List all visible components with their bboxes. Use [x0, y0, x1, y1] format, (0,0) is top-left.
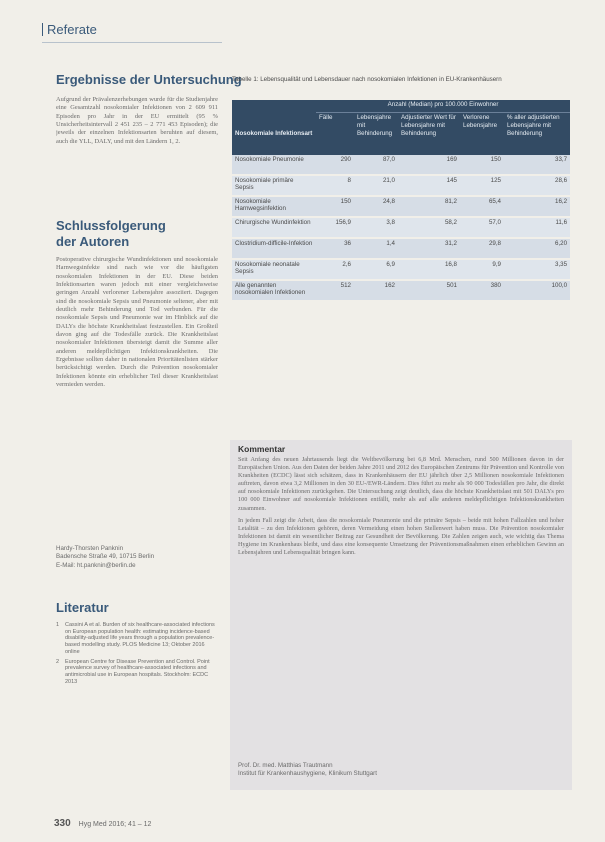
reference-list — [56, 622, 218, 688]
table-header-cell: Lebensjahre mit Behinderung — [354, 113, 398, 155]
table-row — [232, 238, 570, 259]
table-cell: 21,0 — [354, 175, 398, 196]
commentary-title: Kommentar — [238, 444, 286, 454]
table-group-header: Anzahl (Median) pro 100.000 Einwohner — [316, 100, 570, 113]
table-cell: 3,35 — [504, 259, 570, 280]
reference-text: European Centre for Disease Prevention and Control. Point prevalence survey of healthcare-associated infections and antimicrobial use in European hospitals. Stockholm: ECDC 2013 — [65, 658, 210, 685]
literature-heading: Literatur — [56, 600, 109, 615]
table-cell: 1,4 — [354, 238, 398, 259]
table-header-spacer — [232, 100, 316, 113]
table-cell: 156,9 — [316, 217, 354, 238]
table-cell: 16,2 — [504, 196, 570, 217]
table-cell: 290 — [316, 155, 354, 175]
table-group-header-row — [232, 100, 570, 113]
table-cell: 162 — [354, 280, 398, 301]
table-caption: Tabelle 1: Lebensqualität und Lebensdauer nach nosokomialen Infektionen in EU-Krankenhäusern — [232, 76, 502, 83]
table-cell: 31,2 — [398, 238, 460, 259]
table-row — [232, 155, 570, 175]
page-footer — [54, 818, 151, 829]
table-cell: 58,2 — [398, 217, 460, 238]
table-row-label: Clostridium-difficile-Infektion — [232, 238, 316, 259]
table-row-label: Nosokomiale primäre Sepsis — [232, 175, 316, 196]
table-row — [232, 196, 570, 217]
table-row-label: Nosokomiale Harnwegsinfektion — [232, 196, 316, 217]
commentary-paragraph: In jedem Fall zeigt die Arbeit, dass die nosokomiale Pneumonie und die primäre Sepsis – beide mit hohen Fallzahlen und hoher Letalität – zu den Infektionen gehören, deren Vermeidung einen hohen Stellenwert haben muss. Die Prävention nosokomialer Infektionen ist damit ein wesentlicher Beitrag zur Gesundheit der Bevölkerung. Die Zahlen zeigen auch, wie wichtig das Thema Hygiene im Krankenhaus bleibt, und dass eine konsequente Umsetzung der Präventionsmaßnahmen einen erheblichen Gewinn an Lebensjahren und Lebensqualität bringen kann. — [238, 516, 564, 557]
commentary-paragraph: Seit Anfang des neuen Jahrtausends liegt die Weltbevölkerung bei 6,8 Mrd. Menschen, rund 500 Millionen davon in der Europäischen Union. Aus den Daten der beiden Jahre 2011 und 2012 des Europäischen Zentrums für Prävention und Kontrolle von Krankheiten (ECDC) lässt sich schätzen, dass in Krankenhäusern der EU jährlich über 2,5 Millionen nosokomiale Infektionen auftreten, davon etwa 3,2 Millionen in den 30 EU-/EWR-Ländern. Dies führt zu mehr als 90 000 Todesfällen pro Jahr, die direkt auf nosokomiale Infektionen zurückgehen. Die Untersuchung zeigt deutlich, dass die höchste Krankheitslast mit 501 DALYs pro 100 000 Einwohner auf nosokomiale Infektionen entfällt, mehr als auf alle anderen meldepflichtigen Infektionskrankheiten zusammen. — [238, 456, 564, 512]
table-row-label: Chirurgische Wundinfektion — [232, 217, 316, 238]
table-cell: 501 — [398, 280, 460, 301]
reference-item — [56, 659, 218, 686]
table-cell: 87,0 — [354, 155, 398, 175]
signature-name: Prof. Dr. med. Matthias Trautmann — [238, 762, 333, 769]
table-cell: 512 — [316, 280, 354, 301]
conclusion-heading-line-1: Schlussfolgerung — [56, 218, 166, 233]
table-cell: 150 — [316, 196, 354, 217]
conclusion-heading — [56, 218, 166, 250]
table-cell: 81,2 — [398, 196, 460, 217]
reference-number: 2 — [56, 658, 60, 665]
table-cell: 8 — [316, 175, 354, 196]
table-cell: 6,20 — [504, 238, 570, 259]
header-rule — [42, 42, 222, 43]
conclusion-text: Postoperative chirurgische Wundinfektionen und nosokomiale Harnwegsinfekte sind nach wie vor die häufigsten nosokomialen Infektionen in der EU. Diese beiden Infektionsarten waren jedoch mit einer vergleichsweise geringen Anzahl verlorener Lebensjahre assoziiert. Dagegen sind die nosokomiale Sepsis und Pneumonie seltener, aber mit deutlich mehr Behinderung und Tod verbunden. Für die nosokomiale Sepsis und Pneumonie war im Hinblick auf die DALYs die höchste Krankheitslast festzustellen. Ein Großteil davon ging auf die Todesfälle zurück. Die Krankheitslast nosokomialer Infektionen übersteigt damit die Summe aller anderen meldepflichtigen Infektionskrankheiten. Die Ergebnisse sollten daher in nationalen Prioritätenlisten stärker berücksichtigt werden. Durch die Prävention nosokomialer Infektionen könnte ein erheblicher Teil dieser Krankheitslast vermieden werden. — [56, 256, 218, 389]
table-header-cell: Fälle — [316, 113, 354, 155]
table-cell: 380 — [460, 280, 504, 301]
section-label: Referate — [47, 22, 97, 37]
table-row-label: Alle genannten nosokomialen Infektionen — [232, 280, 316, 301]
table-cell: 33,7 — [504, 155, 570, 175]
table-header-cell: Nosokomiale Infektionsart — [232, 113, 316, 155]
table-cell: 125 — [460, 175, 504, 196]
author-block — [56, 545, 218, 570]
table-body — [232, 155, 570, 301]
table-header-row — [232, 113, 570, 155]
table-cell: 2,6 — [316, 259, 354, 280]
author-email[interactable]: E-Mail: ht.panknin@berlin.de — [56, 561, 136, 569]
table-row-label: Nosokomiale neonatale Sepsis — [232, 259, 316, 280]
table-cell: 11,6 — [504, 217, 570, 238]
reference-text: Cassini A et al. Burden of six healthcare-associated infections on European population health: estimating incidence-based disability-adjusted life years through a population prevalence-based modelling study. PLOS Medicine 13; Oktober 2016 online — [65, 622, 215, 655]
section-header — [42, 22, 97, 37]
table-cell: 24,8 — [354, 196, 398, 217]
table-cell: 65,4 — [460, 196, 504, 217]
table-cell: 3,8 — [354, 217, 398, 238]
table-row — [232, 259, 570, 280]
table-cell: 16,8 — [398, 259, 460, 280]
table-header-cell: % aller adjustierten Lebensjahre mit Behinderung — [504, 113, 570, 155]
table-cell: 150 — [460, 155, 504, 175]
table-cell: 169 — [398, 155, 460, 175]
table-header-cell: Adjustierter Wert für Lebensjahre mit Behinderung — [398, 113, 460, 155]
reference-item — [56, 622, 218, 656]
table-row — [232, 217, 570, 238]
table-cell: 9,9 — [460, 259, 504, 280]
data-table — [232, 100, 570, 302]
signature-institute: Institut für Krankenhaushygiene, Klinikum Stuttgart — [238, 770, 377, 778]
section-bar — [42, 23, 43, 36]
table-cell: 57,0 — [460, 217, 504, 238]
table-cell: 29,8 — [460, 238, 504, 259]
results-text: Aufgrund der Prävalenzerhebungen wurde für die Studienjahre eine Gesamtzahl nosokomialer Infektionen von 2 609 911 Episoden pro Jahr in der EU ermittelt (95 % Unsicherheitsintervall 2 451 235 – 2 771 453 Episoden); die jeweils der einzelnen Infektionsarten beruhten auf diesem, auch die YLL, DALY, und mit den Ländern 1, 2. — [56, 96, 218, 145]
table-cell: 6,9 — [354, 259, 398, 280]
table-row — [232, 175, 570, 196]
commentary-box — [230, 440, 572, 790]
results-heading: Ergebnisse der Untersuchung — [56, 72, 242, 87]
journal-citation: Hyg Med 2016; 41 – 12 — [78, 821, 152, 828]
commentary-signature — [238, 762, 377, 779]
table-row-label: Nosokomiale Pneumonie — [232, 155, 316, 175]
table-row — [232, 280, 570, 301]
author-name: Hardy-Thorsten Panknin — [56, 545, 124, 552]
page-number: 330 — [54, 818, 71, 829]
table-header-cell: Verlorene Lebensjahre — [460, 113, 504, 155]
author-street: Badensche Straße 49, 10715 Berlin — [56, 553, 155, 561]
reference-number: 1 — [56, 622, 60, 628]
table-cell: 100,0 — [504, 280, 570, 301]
table-cell: 36 — [316, 238, 354, 259]
table-cell: 28,6 — [504, 175, 570, 196]
conclusion-heading-line-2: der Autoren — [56, 234, 130, 249]
table-cell: 145 — [398, 175, 460, 196]
